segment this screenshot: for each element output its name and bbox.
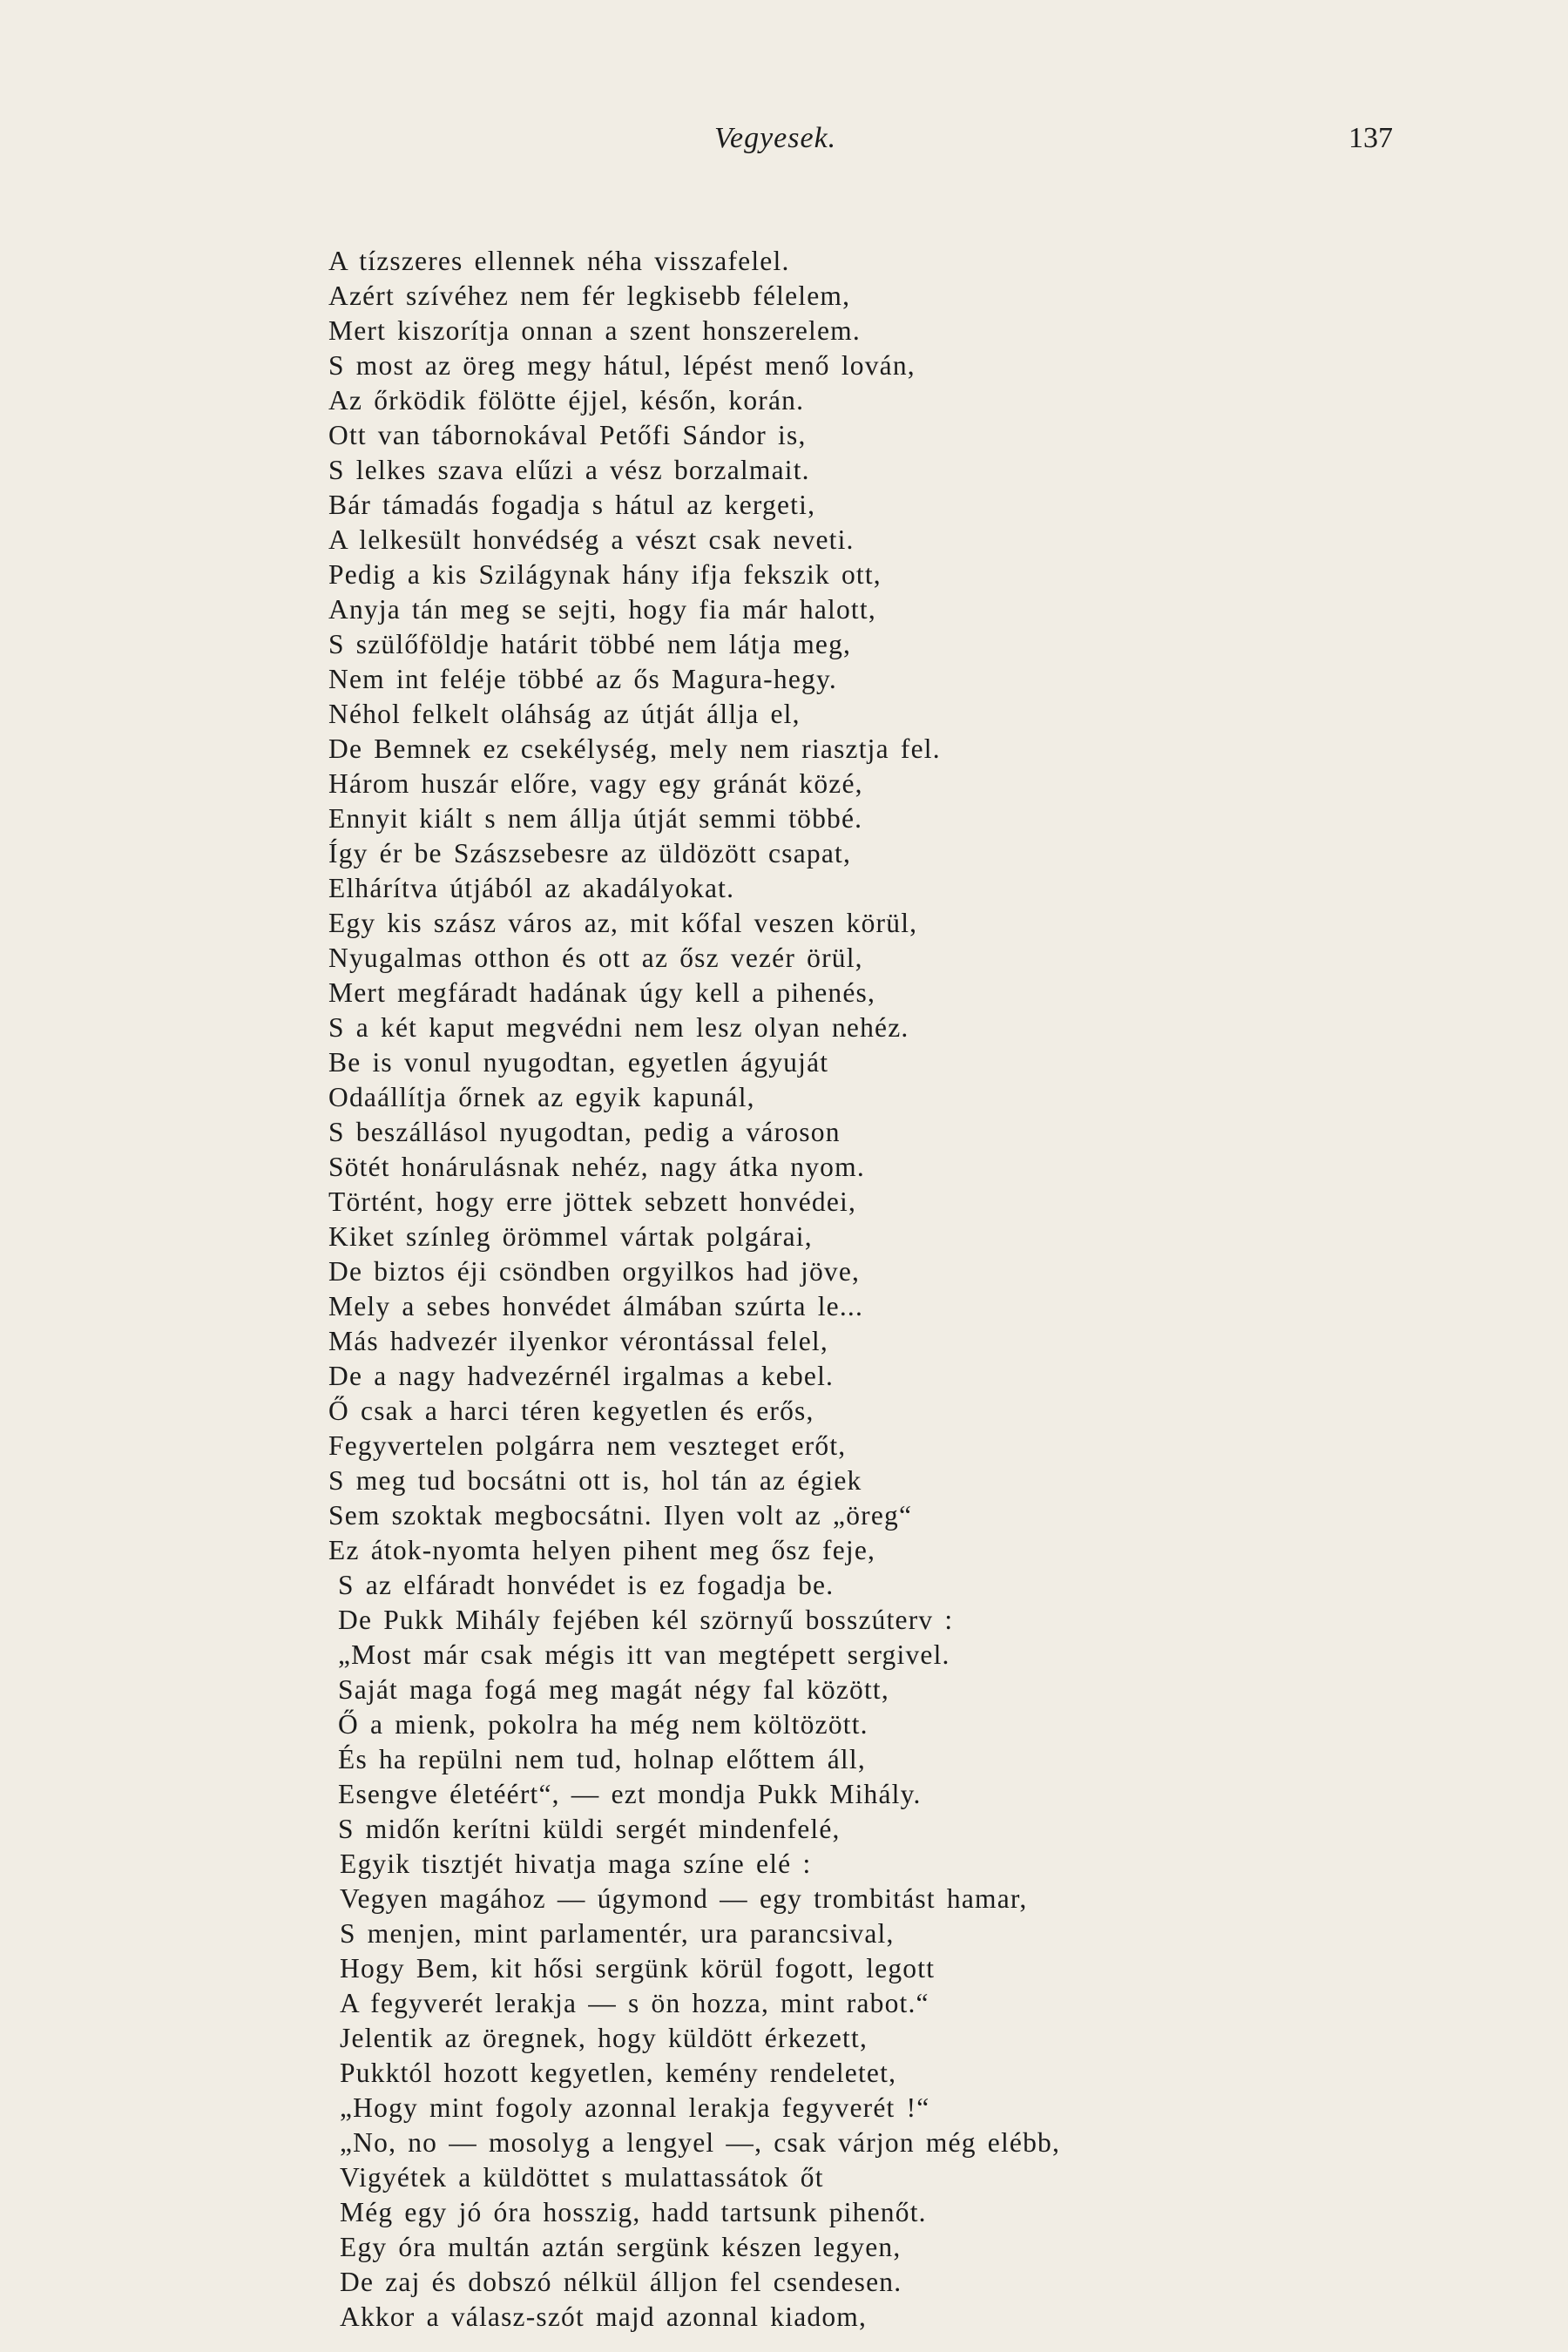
- poem-line: Az őrködik fölötte éjjel, későn, korán.: [328, 385, 805, 416]
- poem-line: S szülőföldje határit többé nem látja meg,: [328, 629, 852, 659]
- poem-line: A tízszeres ellennek néha visszafelel.: [328, 246, 790, 276]
- poem-line: De Pukk Mihály fejében kél szörnyű bosszúterv :: [338, 1605, 954, 1635]
- poem-line: Saját maga fogá meg magát négy fal között,: [338, 1674, 889, 1705]
- poem-line: Ő a mienk, pokolra ha még nem költözött.: [338, 1709, 868, 1740]
- poem-line: S most az öreg megy hátul, lépést menő lován,: [328, 350, 916, 381]
- poem-line: „Hogy mint fogoly azonnal lerakja fegyverét !“: [340, 2092, 930, 2123]
- poem-line: Jelentik az öregnek, hogy küldött érkezett,: [340, 2023, 868, 2053]
- poem-line: Pukktól hozott kegyetlen, kemény rendeletet,: [340, 2058, 897, 2088]
- poem-line: De Bemnek ez csekélység, mely nem riasztja fel.: [328, 733, 941, 764]
- poem-line: S a két kaput megvédni nem lesz olyan nehéz.: [328, 1012, 909, 1043]
- poem-line: „No, no — mosolyg a lengyel —, csak várjon még elébb,: [340, 2127, 1061, 2158]
- poem-line: S az elfáradt honvédet is ez fogadja be.: [338, 1570, 835, 1600]
- poem-line: Be is vonul nyugodtan, egyetlen ágyuját: [328, 1047, 829, 1078]
- poem-line: Anyja tán meg se sejti, hogy fia már halott,: [328, 594, 876, 625]
- poem-line: S meg tud bocsátni ott is, hol tán az égiek: [328, 1465, 862, 1496]
- poem-line: Ez átok-nyomta helyen pihent meg ősz feje,: [328, 1535, 876, 1565]
- poem-line: Elhárítva útjából az akadályokat.: [328, 873, 735, 903]
- poem-line: Sem szoktak megbocsátni. Ilyen volt az „öreg“: [328, 1500, 913, 1531]
- poem-line: Egy kis szász város az, mit kőfal veszen körül,: [328, 908, 918, 938]
- poem-line: A lelkesült honvédség a vészt csak neveti.: [328, 524, 855, 555]
- poem-line: Esengve életéért“, — ezt mondja Pukk Mihály.: [338, 1779, 922, 1809]
- poem-line: De a nagy hadvezérnél irgalmas a kebel.: [328, 1361, 835, 1391]
- poem-line: Ennyit kiált s nem állja útját semmi többé.: [328, 803, 863, 834]
- poem-line: Vigyétek a küldöttet s mulattassátok őt: [340, 2162, 824, 2193]
- poem-line: Mely a sebes honvédet álmában szúrta le...: [328, 1291, 864, 1321]
- poem-line: „Most már csak mégis itt van megtépett sergivel.: [338, 1639, 950, 1670]
- poem-line: S midőn kerítni küldi sergét mindenfelé,: [338, 1814, 841, 1844]
- poem-line: Vegyen magához — úgymond — egy trombitást hamar,: [340, 1883, 1028, 1914]
- poem-line: Nem int feléje többé az ős Magura-hegy.: [328, 664, 837, 694]
- poem-line: Mert megfáradt hadának úgy kell a pihenés,: [328, 977, 876, 1008]
- poem-line: A fegyverét lerakja — s ön hozza, mint rabot.“: [340, 1988, 929, 2018]
- poem-line: Nyugalmas otthon és ott az ősz vezér örül,: [328, 943, 863, 973]
- poem-line: Néhol felkelt oláhság az útját állja el,: [328, 699, 801, 729]
- poem-line: Három huszár előre, vagy egy gránát közé,: [328, 768, 863, 799]
- poem-line: Egy óra multán aztán sergünk készen legyen,: [340, 2232, 902, 2262]
- poem-line: Még egy jó óra hosszig, hadd tartsunk pihenőt.: [340, 2197, 927, 2227]
- poem-line: Más hadvezér ilyenkor vérontással felel,: [328, 1326, 828, 1356]
- poem-line: De biztos éji csöndben orgyilkos had jöve,: [328, 1256, 861, 1287]
- poem-line: Fegyvertelen polgárra nem veszteget erőt,: [328, 1430, 847, 1461]
- poem-line: Odaállítja őrnek az egyik kapunál,: [328, 1082, 755, 1112]
- poem-line: S menjen, mint parlamentér, ura parancsival,: [340, 1918, 895, 1949]
- poem-line: Akkor a válasz-szót majd azonnal kiadom,: [340, 2301, 868, 2332]
- poem-line: És ha repülni nem tud, holnap előttem áll,: [338, 1744, 866, 1774]
- poem-line: Kiket színleg örömmel vártak polgárai,: [328, 1221, 813, 1252]
- page-header: [0, 122, 1568, 167]
- poem-line: Ő csak a harci téren kegyetlen és erős,: [328, 1396, 814, 1426]
- page-number: 137: [1348, 122, 1393, 154]
- running-head: Vegyesek.: [714, 122, 837, 154]
- poem-line: S lelkes szava elűzi a vész borzalmait.: [328, 455, 810, 485]
- poem-line: Hogy Bem, kit hősi sergünk körül fogott, legott: [340, 1953, 936, 1984]
- poem-line: Pedig a kis Szilágynak hány ifja fekszik ott,: [328, 559, 882, 590]
- poem-line: Így ér be Szászsebesre az üldözött csapat,: [328, 838, 852, 868]
- poem-line: Sötét honárulásnak nehéz, nagy átka nyom.: [328, 1152, 865, 1182]
- poem-line: Történt, hogy erre jöttek sebzett honvédei,: [328, 1186, 857, 1217]
- poem-line: Bár támadás fogadja s hátul az kergeti,: [328, 490, 816, 520]
- poem-line: Egyik tisztjét hivatja maga színe elé :: [340, 1848, 812, 1879]
- poem-line: De zaj és dobszó nélkül álljon fel csendesen.: [340, 2267, 902, 2297]
- poem-line: S beszállásol nyugodtan, pedig a városon: [328, 1117, 841, 1147]
- poem-line: Mert kiszorítja onnan a szent honszerelem.: [328, 315, 861, 346]
- poem-line: Ott van tábornokával Petőfi Sándor is,: [328, 420, 807, 450]
- poem-line: Azért szívéhez nem fér legkisebb félelem,: [328, 280, 851, 311]
